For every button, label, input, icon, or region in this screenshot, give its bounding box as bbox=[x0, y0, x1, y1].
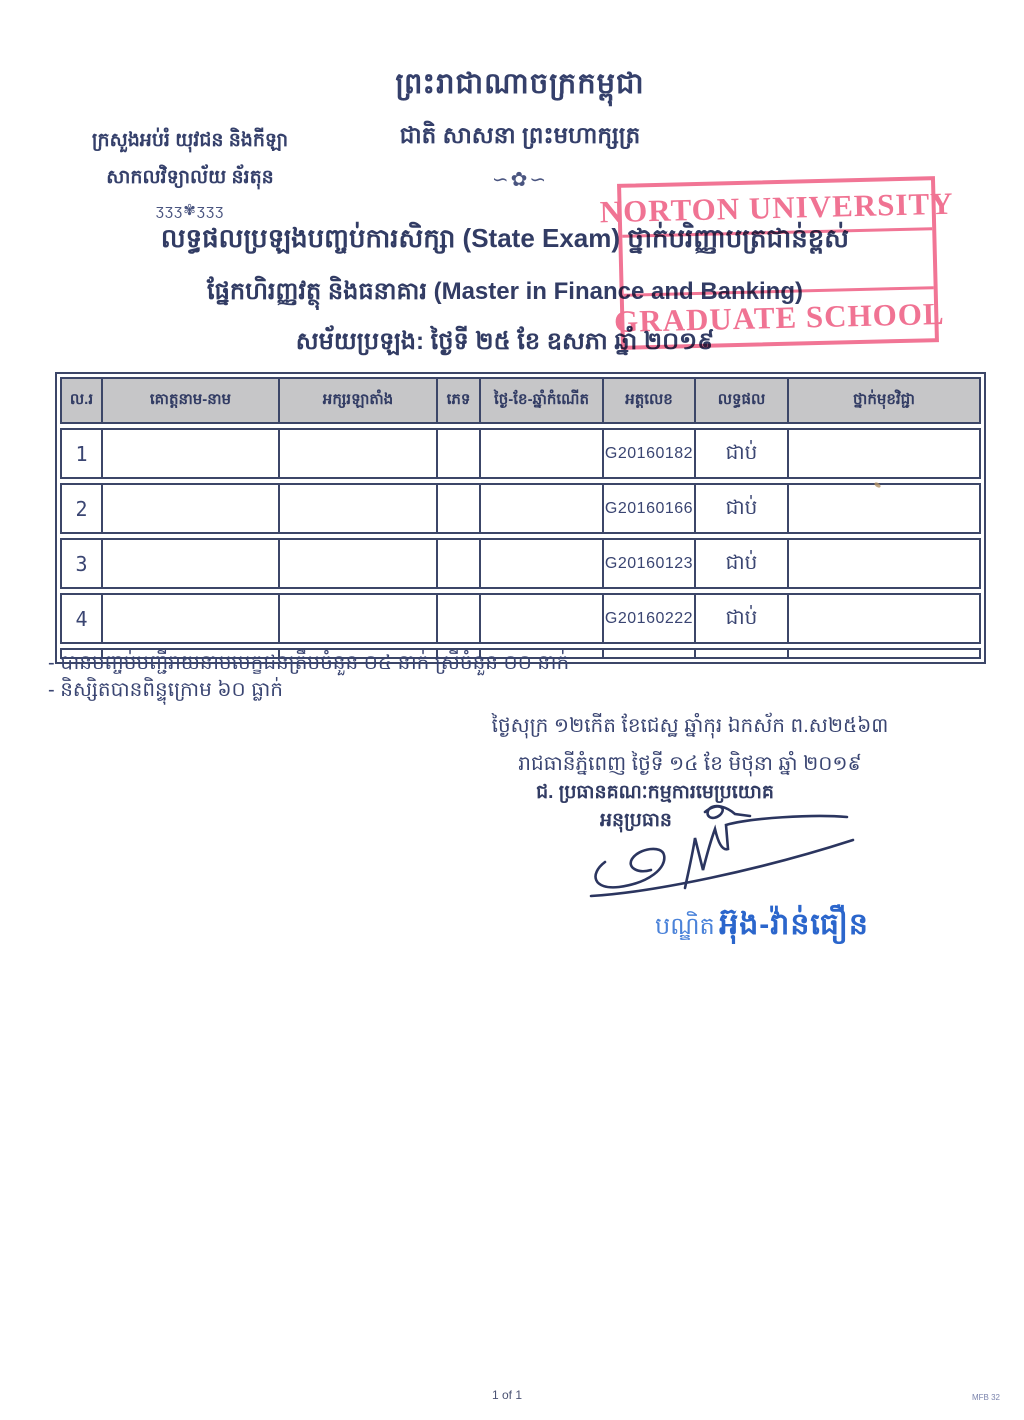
strip-cell bbox=[789, 650, 979, 657]
cell-student-id: G20160166 bbox=[604, 485, 696, 532]
cell-latin-name bbox=[280, 485, 438, 532]
university-stamp bbox=[599, 176, 954, 350]
stamp-text-top: NORTON UNIVERSITY bbox=[621, 180, 932, 238]
cell-dob bbox=[481, 540, 604, 587]
cell-result: ជាប់ bbox=[696, 430, 789, 477]
signer-name: អ៊ុង-វ៉ាន់ធឿន bbox=[719, 908, 869, 941]
strip-cell bbox=[604, 650, 696, 657]
note-fail-threshold: - និស្សិតបានពិន្ទុក្រោម ៦០ ធ្លាក់ bbox=[48, 679, 283, 701]
kingdom-motto-line2: ជាតិ សាសនា ព្រះមហាក្សត្រ bbox=[399, 122, 641, 148]
cell-latin-name bbox=[280, 595, 438, 642]
table-row bbox=[60, 593, 981, 644]
kingdom-header bbox=[290, 66, 750, 192]
header-result: លទ្ធផល bbox=[696, 379, 789, 422]
cell-student-id: G20160123 bbox=[604, 540, 696, 587]
note-candidate-count: - បានបញ្ចប់បញ្ជីរាយនាមបេក្ខជនត្រឹមចំនួន ០៤ នាក់ ស្រីចំនួន ០០ នាក់ bbox=[48, 652, 570, 674]
floral-divider-icon: ∽✿∽ bbox=[491, 169, 549, 191]
row-number: 3 bbox=[62, 540, 103, 587]
signer-title: បណ្ឌិត bbox=[655, 913, 715, 940]
cell-major bbox=[789, 540, 979, 587]
header-dob: ថ្ងៃ-ខែ-ឆ្នាំកំណើត bbox=[481, 379, 604, 422]
cell-gender bbox=[438, 540, 481, 587]
kingdom-motto-line1: ព្រះរាជាណាចក្រកម្ពុជា bbox=[395, 68, 645, 100]
table-row bbox=[60, 428, 981, 479]
header-gender: ភេទ bbox=[438, 379, 481, 422]
cell-dob bbox=[481, 595, 604, 642]
committee-chair-line: ជ. ប្រធានគណៈកម្មការមេប្រយោគ bbox=[536, 782, 774, 803]
header-major: ថ្នាក់មុខវិជ្ជា bbox=[853, 390, 915, 408]
title-line1: លទ្ធផលប្រឡងបញ្ចប់ការសិក្សា (State Exam) ថ្នាក់បរិញ្ញាបត្រជាន់ខ្ពស់ bbox=[160, 223, 850, 253]
cell-result: ជាប់ bbox=[696, 595, 789, 642]
cell-gender bbox=[438, 595, 481, 642]
row-number: 2 bbox=[62, 485, 103, 532]
header-student-id: អត្តលេខ bbox=[604, 379, 696, 422]
deputy-chair-label: អនុប្រធាន bbox=[600, 810, 672, 831]
table-header-row bbox=[60, 377, 981, 424]
summary-notes bbox=[48, 650, 569, 704]
swirl-divider-icon: ʒʒʒ✾ʒʒʒ bbox=[155, 202, 225, 219]
stamp-text-bottom: GRADUATE SCHOOL bbox=[624, 286, 935, 346]
cell-gender bbox=[438, 430, 481, 477]
signer-line bbox=[655, 905, 995, 949]
cell-name bbox=[103, 540, 280, 587]
header-name: គោត្តនាម-នាម bbox=[103, 379, 280, 422]
title-line2: ផ្នែកហិរញ្ញវត្ថុ និងធនាគារ (Master in Finance and Banking) bbox=[206, 278, 803, 305]
row-number: 4 bbox=[62, 595, 103, 642]
header-no: ល.រ bbox=[62, 379, 103, 422]
page-indicator: 1 of 1 bbox=[491, 1388, 523, 1402]
cell-gender bbox=[438, 485, 481, 532]
cell-name bbox=[103, 485, 280, 532]
cell-student-id: G20160182 bbox=[604, 430, 696, 477]
document-code: MFB 32 bbox=[971, 1393, 1000, 1402]
row-number: 1 bbox=[62, 430, 103, 477]
ministry-header bbox=[60, 128, 320, 219]
cell-latin-name bbox=[280, 540, 438, 587]
cell-student-id: G20160222 bbox=[604, 595, 696, 642]
ministry-name: ក្រសួងអប់រំ យុវជន និងកីឡា bbox=[91, 130, 289, 151]
cell-dob bbox=[481, 430, 604, 477]
cell-name bbox=[103, 430, 280, 477]
cell-result: ជាប់ bbox=[696, 540, 789, 587]
results-table bbox=[55, 372, 986, 664]
cell-name bbox=[103, 595, 280, 642]
cell-result: ជាប់ bbox=[696, 485, 789, 532]
lunar-date: ថ្ងៃសុក្រ ១២កើត ខែជេស្ឋ ឆ្នាំកុរ ឯកស័ក ព.ស២៥៦៣ bbox=[491, 715, 889, 737]
stamp-middle-band bbox=[622, 230, 933, 294]
cell-major bbox=[789, 595, 979, 642]
handwritten-signature bbox=[575, 798, 885, 910]
title-line3: សម័យប្រឡង: ថ្ងៃទី ២៥ ខែ ឧសភា ឆ្នាំ ២០១៩ bbox=[295, 328, 715, 355]
cell-latin-name bbox=[280, 430, 438, 477]
university-name: សាកលវិទ្យាល័យ ន័រតុន bbox=[106, 167, 274, 188]
gregorian-date: រាជធានីភ្នំពេញ ថ្ងៃទី ១៤ ខែ មិថុនា ឆ្នាំ ២០១៩ bbox=[518, 753, 862, 775]
date-block bbox=[455, 712, 925, 780]
cell-dob bbox=[481, 485, 604, 532]
header-latin-name: អក្សរឡាតាំង bbox=[280, 379, 438, 422]
cell-major bbox=[789, 430, 979, 477]
table-row bbox=[60, 538, 981, 589]
strip-cell bbox=[696, 650, 789, 657]
cell-major bbox=[789, 485, 979, 532]
table-row bbox=[60, 483, 981, 534]
